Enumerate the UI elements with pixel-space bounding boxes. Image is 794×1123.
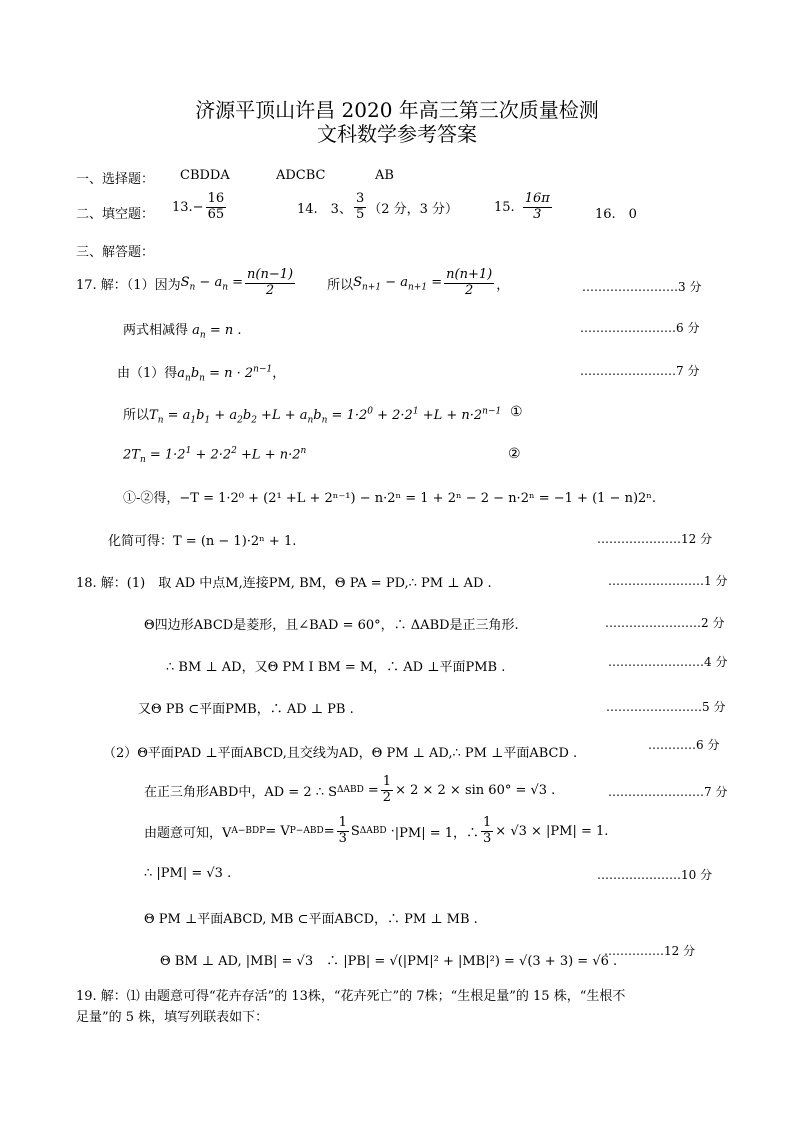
fill-q14: [297, 192, 458, 223]
p17-score-3: ……………………7 分: [580, 364, 700, 378]
q15-num: 16π: [524, 191, 550, 206]
section2-label: 二、填空题：: [76, 207, 155, 222]
p18-l7-text: 由题意可知，V: [144, 825, 232, 841]
p18-line2: Θ四边形ABCD是菱形，且∠BAD = 60°，∴ ΔABD是正三角形.: [144, 618, 519, 633]
p18-third-fraction-b: $\frac{1}{3}$: [483, 815, 492, 846]
p17-mark-1: ①: [510, 404, 523, 420]
p17-mark-2: ②: [508, 446, 521, 462]
p18-l7-tail2: × √3 × |PM| = 1.: [495, 823, 609, 839]
p18-score-4: ……………………5 分: [606, 700, 726, 714]
p18-line8: ∴ |PM| = √3 .: [144, 866, 232, 881]
q14-num: 3: [355, 191, 365, 206]
fill-q15: [494, 192, 554, 223]
p17-fraction-b: [444, 268, 494, 299]
q14-fraction: [354, 192, 366, 223]
q15-den: 3: [533, 206, 542, 222]
p17-den-b: 2: [465, 282, 474, 298]
p19-line1: 19. 解：⑴ 由题意可得“花卉存活”的 13株，“花卉死亡”的 7株；“生根足量”的 15 株，“生根不: [76, 989, 626, 1004]
q14-prefix: 14. 3、: [297, 201, 352, 217]
p18-score-6: ……………………7 分: [608, 785, 728, 799]
p17-l3-text: 由（1）得: [117, 366, 178, 381]
q13-den: 65: [207, 206, 225, 222]
p17-l4-text: 所以: [123, 408, 150, 423]
p18-score-1: ……………………1 分: [608, 574, 728, 588]
q13-fraction: [206, 192, 227, 223]
p18-line5: （2）Θ平面PAD ⊥平面ABCD,且交线为AD，Θ PM ⊥ AD,∴ PM ⊥平面ABCD .: [103, 746, 578, 761]
p17-score-1: ……………………3 分: [582, 280, 702, 294]
mc-answers-3: AB: [375, 168, 394, 183]
doc-title-line2: 文科数学参考答案: [317, 122, 477, 146]
q14-note: （2 分，3 分）: [368, 201, 459, 217]
p17-score-2: ……………………6 分: [580, 321, 700, 335]
p18-l7-tail: |PM| = 1，∴: [394, 825, 480, 841]
p18-score-3: ……………………4 分: [608, 655, 728, 669]
p17-intro: 17. 解：（1）因为: [76, 277, 181, 293]
p17-anbn-formula: $a_nb_n = n \cdot 2^{n-1}$: [177, 364, 273, 384]
p17-sn1-formula: $S_{n+1} - a_{n+1}$ =: [353, 274, 443, 293]
p18-l6-text: 在正三角形ABD中，AD = 2 ∴ S: [144, 784, 338, 800]
p17-line7: 化简可得：T = (n − 1)·2ⁿ + 1.: [108, 534, 297, 549]
q13-num: 16: [207, 191, 225, 206]
p17-line4: [123, 404, 501, 426]
p18-line6: 在正三角形ABD中，AD = 2 ∴ S ΔABD = $\frac{1}{2}$ × 2 × 2 × sin 60° = √3 .: [144, 774, 556, 805]
p18-line7: 由题意可知，V A−BDP = V P−ABD = $\frac{1}{3}$ S ΔABD · |PM| = 1，∴ $\frac{1}{3}$ × √3 × |PM| = 1.: [144, 815, 609, 846]
p17-line6: ①-②得，−T = 1·2⁰ + (2¹ +L + 2ⁿ⁻¹) − n·2ⁿ = 1 + 2ⁿ − 2 − n·2ⁿ = −1 + (1 − n)2ⁿ.: [123, 491, 657, 506]
p18-score-5: …………6 分: [648, 738, 720, 752]
p17-l2-text: 两式相减得: [123, 323, 189, 338]
p18-score-8: …………………10 分: [597, 868, 713, 882]
p19-line2: 足量”的 5 株，填写列联表如下：: [76, 1010, 269, 1025]
p18-line1: 18. 解：(1) 取 AD 中点M,连接PM, BM，Θ PA = PD,∴ PM ⊥ AD .: [76, 576, 492, 591]
p17-fraction-a: [245, 268, 295, 299]
p17-tn-sum: $T_n = a_1b_1 + a_2b_2 +L + a_nb_n = 1\cdot 2^0 + 2\cdot 2^1 +L + n\cdot 2^{n-1}$: [149, 406, 502, 426]
p17-num-b: n(n+1): [446, 267, 493, 282]
p17-line3: 由（1）得$a_nb_n = n \cdot 2^{n-1}$，: [117, 364, 286, 384]
p18-line10: Θ BM ⊥ AD, |MB| = √3 ∴ |PB| = √(|PM|² + |MB|²) = √(3 + 3) = √6 .: [160, 954, 618, 969]
p17-line2: [123, 319, 242, 341]
p17-line1: 17. 解：（1）因为 $S_n - a_n$ = $\frac{n(n-1)}{2}$ 所以 $S_{n+1} - a_{n+1}$ = $\frac{n(n+1)}{2}$ ，: [76, 267, 510, 298]
q15-fraction: [523, 192, 552, 223]
p18-third-fraction-a: $\frac{1}{3}$: [338, 815, 347, 846]
p17-den-a: 2: [265, 282, 275, 298]
q14-den: 5: [355, 206, 365, 222]
q15-prefix: 15.: [494, 199, 515, 215]
section3-label: 三、解答题：: [76, 245, 155, 260]
fill-q16: 16. 0: [595, 207, 637, 222]
mc-answers-2: ADCBC: [276, 168, 326, 183]
p18-line3: ∴ BM ⊥ AD，又Θ PM I BM = M，∴ AD ⊥平面PMB .: [166, 660, 506, 675]
p18-half-fraction: $\frac{1}{2}$: [382, 774, 392, 805]
p17-line5: $2T_n = 1\cdot 2^1 + 2\cdot 2^2 +L + n\cdot 2^n$: [123, 446, 307, 465]
p18-line4: 又Θ PB ⊂平面PMB，∴ AD ⊥ PB .: [138, 702, 354, 717]
section1-label: 一、选择题：: [76, 172, 155, 187]
p18-score-2: ……………………2 分: [605, 616, 725, 630]
p17-score-4: …………………12 分: [597, 532, 713, 546]
p17-sn-formula: $S_n - a_n$ =: [180, 274, 244, 293]
mc-answers-1: CBDDA: [180, 168, 230, 183]
p18-line9: Θ PM ⊥平面ABCD, MB ⊂平面ABCD，∴ PM ⊥ MB .: [144, 912, 478, 927]
p18-l6-tail: × 2 × 2 × sin 60° = √3 .: [395, 782, 556, 798]
fill-q13: [172, 192, 228, 223]
p17-mid: 所以: [327, 277, 354, 293]
p17-an-formula: $a_n = n$ .: [188, 323, 242, 341]
p18-score-10: ……………12 分: [604, 944, 696, 958]
q13-prefix: 13.−: [172, 199, 204, 215]
doc-title-line1: 济源平顶山许昌 2020 年高三第三次质量检测: [195, 98, 599, 122]
p17-num-a: n(n−1): [247, 267, 294, 282]
